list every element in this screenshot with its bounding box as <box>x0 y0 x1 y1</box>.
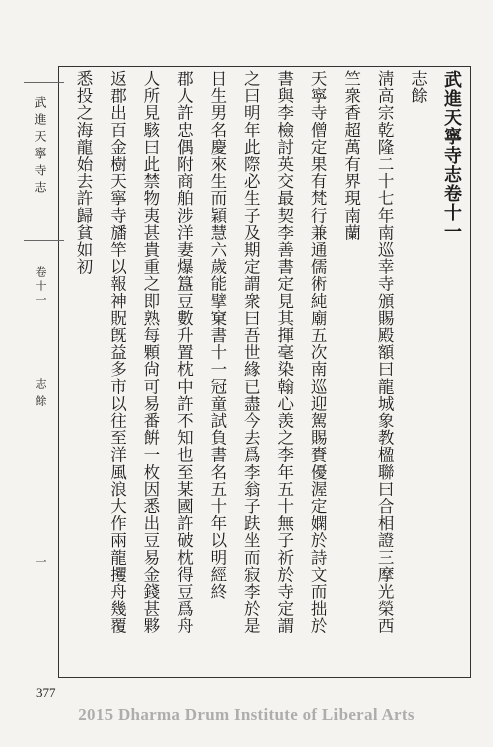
text-column: 淸高宗乾隆二十七年南巡幸寺頒賜殿額曰龍城象教楹聯曰合相證三摩光榮西 <box>375 70 395 635</box>
text-column: 人所見駭曰此禁物夷甚貴重之即熟每顆尙可易番餠一枚因悉出豆易金錢甚夥 <box>140 70 160 635</box>
text-column: 天寧寺僧定果有梵行兼通儒術純廟五次南巡迎駕賜賚優渥定嫻於詩文而拙於 <box>308 70 328 635</box>
text-column: 竺衆香超萬有界現南蘭 <box>341 70 361 241</box>
gutter-section: 志餘 <box>34 378 47 412</box>
text-column: 悉投之海龍始去許歸貧如初 <box>74 70 93 276</box>
gutter-volume: 卷十一 <box>34 266 47 308</box>
gutter-top-rule <box>24 82 64 83</box>
text-column: 日生男名慶來生而穎慧六歲能擘窠書十一冠童試負書名五十年以明經終 <box>207 70 227 601</box>
gutter-leaf-number: 一 <box>34 556 47 567</box>
gutter-book-title: 武進天寧寺志 <box>33 96 47 198</box>
text-columns <box>70 70 465 670</box>
page-title: 武進天寧寺志卷十一 <box>440 70 462 241</box>
watermark-text: 2015 Dharma Drum Institute of Liberal Arts <box>78 705 415 724</box>
section-heading: 志餘 <box>408 70 428 105</box>
text-column: 郡人許忠偶附商舶涉洋妻爆簋豆數升置枕中許不知也至某國許破枕得豆爲舟 <box>174 70 194 635</box>
gutter-margin <box>28 86 62 646</box>
text-column: 返郡出百金樹天寧寺旙竿以報神貺旣益多市以往至洋風浪大作兩龍攫舟幾覆 <box>107 70 127 635</box>
text-column: 書與李檢討英交最契李善書定見其揮毫染翰心羡之李年五十無子祈於寺定謂 <box>274 70 294 635</box>
text-column: 之曰明年此際必生子及期定謂衆曰吾世緣已盡今去爲李翁子趺坐而寂李於是 <box>241 70 261 635</box>
page-number: 377 <box>36 685 56 700</box>
